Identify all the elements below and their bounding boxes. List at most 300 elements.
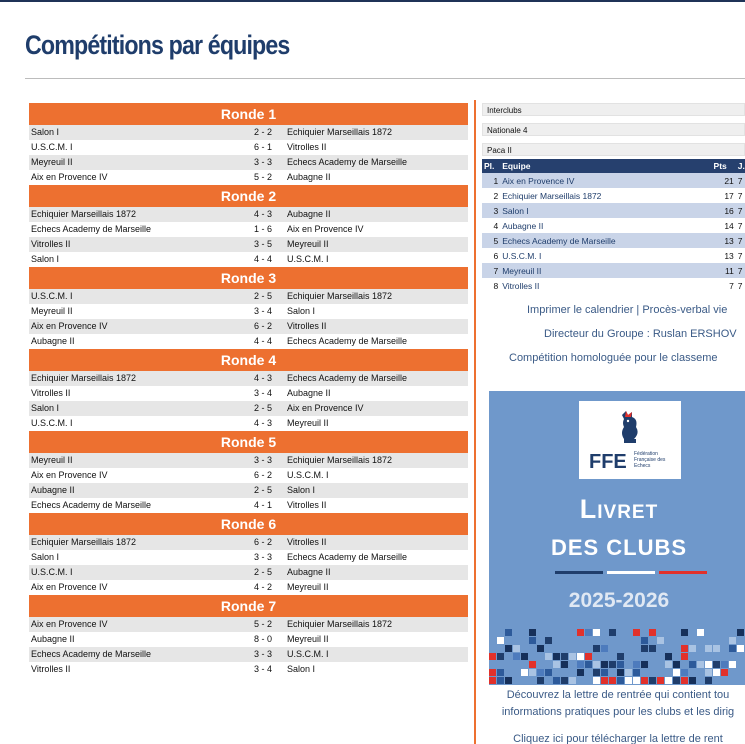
match-away: Echiquier Marseillais 1872 — [287, 619, 393, 629]
match-row — [29, 371, 468, 386]
mosaic-tile — [609, 661, 616, 668]
match-score: 2 - 2 — [253, 127, 272, 137]
competition-link-group[interactable]: Paca II — [482, 143, 745, 156]
match-score: 3 - 4 — [253, 306, 272, 316]
ffe-logo-text: FFE — [589, 451, 627, 473]
standings-team-link[interactable]: Echiquier Marseillais 1872 — [502, 190, 602, 201]
mosaic-tile — [497, 669, 504, 676]
match-row — [29, 170, 468, 185]
match-home: Aix en Provence IV — [31, 321, 108, 331]
mosaic-tile — [561, 653, 568, 660]
standings-pts: 14 — [724, 220, 734, 231]
mosaic-tile — [537, 669, 544, 676]
mosaic-tile — [713, 629, 720, 636]
match-home: Vitrolles II — [31, 664, 71, 674]
match-home: Echecs Academy de Marseille — [31, 649, 152, 659]
match-row — [29, 207, 468, 222]
mosaic-tile — [697, 661, 704, 668]
header-pts: Pts — [712, 159, 736, 173]
mosaic-tile — [633, 629, 640, 636]
match-score: 4 - 4 — [253, 336, 272, 346]
match-score: 4 - 3 — [253, 209, 272, 219]
mosaic-tile — [569, 677, 576, 684]
flag-stripe-blue — [555, 571, 603, 574]
mosaic-tile — [577, 629, 584, 636]
mosaic-tile — [681, 645, 688, 652]
match-home: Aix en Provence IV — [31, 470, 108, 480]
match-row — [29, 632, 468, 647]
match-home: Aubagne II — [31, 485, 75, 495]
match-score: 3 - 3 — [253, 649, 272, 659]
match-row — [29, 483, 468, 498]
standings-pts: 17 — [724, 190, 734, 201]
column-divider — [474, 100, 476, 744]
mosaic-tile — [697, 629, 704, 636]
match-score: 4 - 4 — [253, 254, 272, 264]
mosaic-tile — [601, 669, 608, 676]
flag-stripe-white — [607, 571, 655, 574]
mosaic-tile — [641, 677, 648, 684]
match-home: Meyreuil II — [31, 157, 73, 167]
match-score: 8 - 0 — [253, 634, 272, 644]
match-home: Echiquier Marseillais 1872 — [31, 209, 137, 219]
mosaic-tile — [649, 677, 656, 684]
mosaic-tile — [561, 661, 568, 668]
match-row — [29, 386, 468, 401]
standings-pl: 3 — [482, 203, 500, 218]
mosaic-tile — [593, 677, 600, 684]
mosaic-tile — [593, 645, 600, 652]
mosaic-tile — [641, 661, 648, 668]
match-row — [29, 155, 468, 170]
match-away: Vitrolles II — [287, 321, 327, 331]
competition-link-nationale[interactable]: Nationale 4 — [482, 123, 745, 136]
rounds-schedule — [29, 103, 468, 677]
match-row — [29, 468, 468, 483]
mosaic-tile — [537, 677, 544, 684]
ad-caption-line2: informations pratiques pour les clubs et les dirig — [501, 706, 735, 718]
match-away: Echecs Academy de Marseille — [287, 157, 408, 167]
ffe-logo-subtext: Fédération Française des Echecs — [634, 451, 666, 469]
mosaic-tile — [705, 677, 712, 684]
mosaic-tile — [489, 653, 496, 660]
standings-pl: 2 — [493, 190, 499, 201]
mosaic-tile — [561, 677, 568, 684]
match-row — [29, 334, 468, 349]
mosaic-tile — [497, 653, 504, 660]
mosaic-tile — [593, 669, 600, 676]
standings-team-link[interactable]: Echecs Academy de Marseille — [500, 233, 711, 248]
match-score: 4 - 3 — [253, 418, 272, 428]
mosaic-tile — [553, 677, 560, 684]
match-score: 2 - 5 — [253, 567, 272, 577]
ad-caption — [489, 687, 745, 721]
mosaic-tile — [681, 669, 688, 676]
print-calendar-link[interactable]: Imprimer le calendrier | Procès-verbal vie — [527, 304, 728, 316]
mosaic-tile — [617, 677, 624, 684]
match-score: 3 - 4 — [253, 664, 272, 674]
standings-j: 7 — [736, 173, 745, 188]
standings-row — [482, 248, 745, 263]
standings-pts: 13 — [712, 233, 736, 248]
match-home: Aix en Provence IV — [31, 172, 108, 182]
match-home: Salon I — [31, 127, 60, 137]
match-score: 2 - 5 — [253, 403, 272, 413]
mosaic-tile — [681, 653, 688, 660]
match-home: Echecs Academy de Marseille — [31, 500, 152, 510]
match-away: Meyreuil II — [287, 634, 329, 644]
mosaic-tile — [737, 645, 744, 652]
match-away: Echecs Academy de Marseille — [287, 552, 408, 562]
match-home: Meyreuil II — [31, 455, 73, 465]
match-score: 3 - 3 — [253, 455, 272, 465]
mosaic-tile — [529, 677, 536, 684]
mosaic-tile — [537, 645, 544, 652]
mosaic-tile — [489, 669, 496, 676]
mosaic-tile — [721, 661, 728, 668]
mosaic-tile — [729, 637, 736, 644]
round-header: Ronde 3 — [29, 267, 468, 289]
match-row — [29, 289, 468, 304]
mosaic-tile — [705, 645, 712, 652]
standings-team-link[interactable]: Aix en Provence IV — [500, 173, 711, 188]
page-title: Compétitions par équipes — [25, 30, 290, 60]
mosaic-tile — [657, 677, 664, 684]
mosaic-tile — [513, 653, 520, 660]
match-home: Echiquier Marseillais 1872 — [31, 373, 137, 383]
standings-j: 7 — [736, 203, 745, 218]
match-row — [29, 252, 468, 267]
match-row — [29, 647, 468, 662]
match-score: 5 - 2 — [253, 172, 272, 182]
standings-pl: 8 — [493, 280, 499, 291]
match-score: 3 - 4 — [253, 388, 272, 398]
mosaic-tile — [633, 669, 640, 676]
mosaic-tile — [665, 661, 672, 668]
mosaic-tile — [585, 661, 592, 668]
livret-des-clubs-banner[interactable] — [489, 391, 745, 685]
competition-link-interclubs[interactable]: Interclubs — [482, 103, 745, 116]
match-home: U.S.C.M. I — [31, 291, 73, 301]
match-home: Echiquier Marseillais 1872 — [31, 537, 137, 547]
match-home: Salon I — [31, 254, 60, 264]
mosaic-tile — [689, 645, 696, 652]
mosaic-tile — [545, 669, 552, 676]
mosaic-tile — [609, 629, 616, 636]
match-score: 5 - 2 — [253, 619, 272, 629]
ad-title-line1: Livret — [579, 494, 659, 524]
standings-pl: 1 — [482, 173, 500, 188]
mosaic-tile — [601, 645, 608, 652]
match-score: 2 - 5 — [253, 485, 272, 495]
standings-pl: 5 — [482, 233, 500, 248]
match-away: Echiquier Marseillais 1872 — [287, 291, 393, 301]
mosaic-tile — [609, 677, 616, 684]
mosaic-tile — [601, 661, 608, 668]
match-home: Aubagne II — [31, 634, 75, 644]
match-row — [29, 580, 468, 595]
match-home: U.S.C.M. I — [31, 567, 73, 577]
match-row — [29, 498, 468, 513]
standings-pts: 13 — [724, 250, 734, 261]
match-row — [29, 401, 468, 416]
match-home: Echecs Academy de Marseille — [31, 224, 152, 234]
match-score: 6 - 2 — [253, 470, 272, 480]
standings-pts: 7 — [729, 280, 734, 291]
mosaic-tile — [505, 677, 512, 684]
sidebar-links — [482, 303, 745, 375]
standings-row — [482, 233, 745, 248]
match-score: 6 - 1 — [253, 142, 272, 152]
mosaic-tile — [713, 669, 720, 676]
standings-j: 7 — [737, 220, 743, 231]
mosaic-pattern — [489, 629, 745, 685]
match-score: 3 - 3 — [253, 552, 272, 562]
mosaic-tile — [545, 653, 552, 660]
mosaic-tile — [713, 645, 720, 652]
match-home: Aix en Provence IV — [31, 582, 108, 592]
standings-row — [482, 188, 745, 203]
match-score: 1 - 6 — [253, 224, 272, 234]
standings-j: 7 — [736, 233, 745, 248]
match-home: U.S.C.M. I — [31, 418, 73, 428]
mosaic-tile — [689, 677, 696, 684]
match-score: 6 - 2 — [253, 537, 272, 547]
header-pl: Pl. — [482, 159, 500, 173]
match-away: U.S.C.M. I — [287, 470, 329, 480]
match-away: Vitrolles II — [287, 537, 327, 547]
mosaic-tile — [665, 677, 672, 684]
mosaic-tile — [513, 661, 520, 668]
match-home: Meyreuil II — [31, 306, 73, 316]
mosaic-tile — [657, 661, 664, 668]
match-away: Aubagne II — [287, 388, 331, 398]
mosaic-tile — [729, 661, 736, 668]
mosaic-tile — [673, 669, 680, 676]
ad-caption-line1: Découvrez la lettre de rentrée qui contient tou — [506, 689, 730, 701]
standings-pl: 7 — [482, 263, 500, 278]
mosaic-tile — [585, 653, 592, 660]
mosaic-tile — [497, 637, 504, 644]
mosaic-tile — [577, 645, 584, 652]
match-row — [29, 416, 468, 431]
mosaic-tile — [553, 653, 560, 660]
mosaic-tile — [649, 645, 656, 652]
round-header: Ronde 5 — [29, 431, 468, 453]
match-away: Meyreuil II — [287, 582, 329, 592]
mosaic-tile — [625, 669, 632, 676]
mosaic-tile — [729, 645, 736, 652]
standings-row — [482, 263, 745, 278]
match-score: 3 - 3 — [253, 157, 272, 167]
match-home: Vitrolles II — [31, 239, 71, 249]
standings-row — [482, 203, 745, 218]
round-header: Ronde 2 — [29, 185, 468, 207]
standings-team-link[interactable]: Vitrolles II — [502, 280, 540, 291]
mosaic-tile — [529, 629, 536, 636]
top-bar — [0, 0, 745, 2]
standings-j: 7 — [737, 190, 743, 201]
match-away: Aix en Provence IV — [287, 403, 364, 413]
match-away: U.S.C.M. I — [287, 254, 329, 264]
match-home: U.S.C.M. I — [31, 142, 73, 152]
standings-team-link[interactable]: Meyreuil II — [500, 263, 711, 278]
mosaic-tile — [633, 645, 640, 652]
mosaic-tile — [649, 629, 656, 636]
mosaic-tile — [529, 669, 536, 676]
standings-team-link[interactable]: Salon I — [500, 203, 711, 218]
mosaic-tile — [633, 661, 640, 668]
sidebar — [482, 103, 745, 744]
standings-j: 7 — [737, 280, 743, 291]
standings-table — [482, 159, 745, 293]
round-header: Ronde 7 — [29, 595, 468, 617]
standings-row — [482, 173, 745, 188]
mosaic-tile — [489, 677, 496, 684]
mosaic-tile — [737, 629, 744, 636]
match-away: Echiquier Marseillais 1872 — [287, 127, 393, 137]
match-score: 4 - 1 — [253, 500, 272, 510]
match-away: Aix en Provence IV — [287, 224, 364, 234]
round-header: Ronde 6 — [29, 513, 468, 535]
match-row — [29, 565, 468, 580]
match-score: 3 - 5 — [253, 239, 272, 249]
standings-row — [482, 278, 745, 293]
standings-row — [482, 218, 745, 233]
mosaic-tile — [657, 637, 664, 644]
mosaic-tile — [577, 669, 584, 676]
ad-title-line2: DES CLUBS — [550, 535, 688, 560]
match-score: 4 - 2 — [253, 582, 272, 592]
flag-stripe-red — [659, 571, 707, 574]
mosaic-tile — [673, 677, 680, 684]
standings-j: 7 — [737, 250, 743, 261]
match-row — [29, 319, 468, 334]
standings-pts: 16 — [712, 203, 736, 218]
mosaic-tile — [577, 653, 584, 660]
standings-pts: 21 — [712, 173, 736, 188]
mosaic-tile — [721, 669, 728, 676]
match-away: Aubagne II — [287, 209, 331, 219]
round-header: Ronde 1 — [29, 103, 468, 125]
mosaic-tile — [617, 653, 624, 660]
mosaic-tile — [505, 645, 512, 652]
mosaic-tile — [593, 661, 600, 668]
mosaic-tile — [585, 629, 592, 636]
mosaic-tile — [665, 653, 672, 660]
match-away: Salon I — [287, 306, 316, 316]
header-equipe: Equipe — [500, 159, 711, 173]
match-away: Echiquier Marseillais 1872 — [287, 455, 393, 465]
standings-pl: 6 — [493, 250, 499, 261]
match-score: 2 - 5 — [253, 291, 272, 301]
group-director: Directeur du Groupe : Ruslan ERSHOV — [544, 328, 737, 340]
mosaic-tile — [617, 661, 624, 668]
match-row — [29, 237, 468, 252]
standings-team-link[interactable]: Aubagne II — [502, 220, 544, 231]
match-away: Vitrolles II — [287, 500, 327, 510]
match-score: 6 - 2 — [253, 321, 272, 331]
mosaic-tile — [521, 669, 528, 676]
download-link[interactable]: Cliquez ici pour télécharger la lettre de rent — [513, 733, 723, 744]
mosaic-tile — [633, 677, 640, 684]
match-away: Aubagne II — [287, 172, 331, 182]
match-away: Salon I — [287, 664, 316, 674]
standings-pts: 11 — [712, 263, 736, 278]
match-score: 4 - 3 — [253, 373, 272, 383]
match-row — [29, 125, 468, 140]
mosaic-tile — [641, 645, 648, 652]
standings-pl: 4 — [493, 220, 499, 231]
mosaic-tile — [689, 661, 696, 668]
mosaic-tile — [521, 653, 528, 660]
mosaic-tile — [625, 677, 632, 684]
mosaic-tile — [681, 629, 688, 636]
match-home: Vitrolles II — [31, 388, 71, 398]
match-row — [29, 304, 468, 319]
ffe-logo — [579, 401, 681, 479]
match-home: Salon I — [31, 552, 60, 562]
match-row — [29, 222, 468, 237]
mosaic-tile — [505, 629, 512, 636]
match-row — [29, 550, 468, 565]
rooster-icon — [614, 409, 644, 449]
mosaic-tile — [641, 637, 648, 644]
mosaic-tile — [577, 661, 584, 668]
standings-team-link[interactable]: U.S.C.M. I — [502, 250, 542, 261]
homologation-note: Compétition homologuée pour le classeme — [509, 352, 718, 364]
mosaic-tile — [673, 661, 680, 668]
match-away: U.S.C.M. I — [287, 649, 329, 659]
match-away: Salon I — [287, 485, 316, 495]
match-home: Salon I — [31, 403, 60, 413]
match-row — [29, 140, 468, 155]
mosaic-tile — [497, 677, 504, 684]
match-row — [29, 662, 468, 677]
standings-header-row — [482, 159, 745, 173]
mosaic-tile — [705, 661, 712, 668]
mosaic-tile — [681, 677, 688, 684]
match-away: Meyreuil II — [287, 418, 329, 428]
match-away: Echecs Academy de Marseille — [287, 373, 408, 383]
title-divider — [25, 78, 745, 79]
match-away: Meyreuil II — [287, 239, 329, 249]
mosaic-tile — [593, 629, 600, 636]
match-away: Aubagne II — [287, 567, 331, 577]
match-away: Echecs Academy de Marseille — [287, 336, 408, 346]
match-row — [29, 453, 468, 468]
header-j: J. — [736, 159, 745, 173]
match-home: Aubagne II — [31, 336, 75, 346]
match-row — [29, 617, 468, 632]
mosaic-tile — [601, 677, 608, 684]
mosaic-tile — [617, 669, 624, 676]
match-row — [29, 535, 468, 550]
match-away: Vitrolles II — [287, 142, 327, 152]
mosaic-tile — [529, 637, 536, 644]
standings-j: 7 — [736, 263, 745, 278]
mosaic-tile — [545, 637, 552, 644]
mosaic-tile — [513, 645, 520, 652]
match-home: Aix en Provence IV — [31, 619, 108, 629]
mosaic-tile — [569, 653, 576, 660]
mosaic-tile — [529, 661, 536, 668]
round-header: Ronde 4 — [29, 349, 468, 371]
mosaic-tile — [705, 669, 712, 676]
mosaic-tile — [713, 661, 720, 668]
ad-year: 2025-2026 — [568, 589, 670, 612]
mosaic-tile — [553, 661, 560, 668]
